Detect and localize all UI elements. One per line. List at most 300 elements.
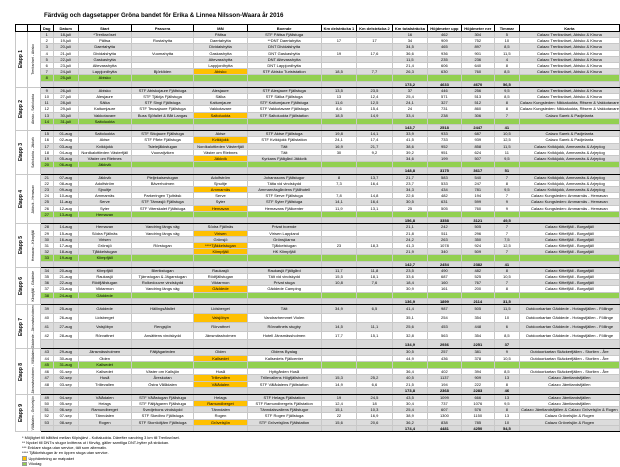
cell-hojd-ner: 1076 [461, 400, 494, 406]
cell-timmar: 8,5 [494, 94, 519, 100]
day-row [16, 304, 620, 313]
cell-km-total: 25,4 [392, 94, 427, 100]
cell-dag: 39 [40, 304, 53, 313]
cell-km-del1: 34,9 [321, 304, 357, 313]
cell-mal: Södra Fjällnäs [194, 224, 247, 230]
cell-timmar: 7 [494, 249, 519, 255]
cell-km-del2: 16,4 [357, 199, 393, 205]
cell-passera: STF Tjäktja Fjällstuga [131, 94, 194, 100]
cell-hojd-upp: 631 [428, 199, 461, 205]
cell-karta: Calazo Kungsleden: Ammarnäs - Hemavan [519, 199, 619, 205]
cell-dag: 51 [40, 407, 53, 413]
summary-timmar: 49,5 [494, 218, 519, 224]
cell-km-del2: 10,3 [357, 407, 393, 413]
cell-passera: STF Singi Fjällstuga [131, 100, 194, 106]
cell-hojd-ner: 505 [461, 304, 494, 313]
cell-hojd-upp: 199 [428, 156, 461, 162]
cell-datum: 27-juli [53, 94, 78, 100]
cell-hojd-ner: 304 [461, 32, 494, 38]
cell-datum: 26-aug [53, 313, 78, 322]
cell-hojd-ner: 247 [461, 180, 494, 186]
cell-km-del1: 16,9 [321, 143, 357, 149]
cell-boende: Gäddede Camping [247, 286, 321, 292]
cell-dag: 13 [40, 112, 53, 118]
cell-boende: Tält [247, 149, 321, 155]
cell-passera: Ansättens vindskydd [131, 331, 194, 340]
cell-km-del1: 15,6 [321, 419, 357, 425]
cell-timmar: 8 [494, 180, 519, 186]
cell-start: *Treriksröset [78, 32, 131, 38]
cell-hojd-upp: 263 [428, 236, 461, 242]
cell-boende: STF Helags Fjällstation [247, 394, 321, 400]
legend-matpaket-label: Upphämtning av matpaket [28, 455, 74, 461]
cell-km-del1: 11,9 [321, 205, 357, 211]
cell-hojd-upp: 254 [428, 313, 461, 322]
cell-boende: Rörvattnets stugby [247, 322, 321, 331]
cell-km-total: 26,3 [392, 69, 427, 75]
cell-karta: Calazo Kungsleden: Nikkaluokta, Ritsem & Vakkotavare [519, 100, 619, 106]
cell-timmar: 7,5 [494, 236, 519, 242]
cell-dag: 24 [40, 193, 53, 199]
cell-boende: DNT Gaskashytta [247, 50, 321, 56]
cell-dag: 22 [40, 180, 53, 186]
cell-timmar: 6 [494, 322, 519, 331]
cell-km-total: 34,5 [392, 44, 427, 50]
cell-start: Rogen [78, 419, 131, 425]
cell-dag: 50 [40, 400, 53, 406]
cell-dag: 44 [40, 355, 53, 361]
cell-boende: DNT Lappjordhytta [247, 63, 321, 69]
cell-passera: STF Viterskalet Fjällstuga [131, 205, 194, 211]
cell-hojd-upp: 687 [428, 273, 461, 279]
cell-dag: 23 [40, 187, 53, 193]
summary-timmar: 31,5 [494, 298, 519, 304]
etapp-route-label: Jänsmässholmen - Vålådalen [28, 349, 40, 394]
cell-dag: 30 [40, 236, 53, 242]
summary-empty-cell [519, 425, 619, 431]
cell-boende: Kallsedets Fjällcenter [247, 355, 321, 361]
cell-km-total: 36,4 [392, 368, 427, 374]
summary-km-total: 136,9 [392, 298, 427, 304]
cell-karta: Calazo Jämtlandsfjällen [519, 400, 619, 406]
cell-km-del1: 18,5 [321, 112, 357, 118]
column-header: Km delsträcka 1 [321, 25, 357, 32]
cell-datum: 03-sep [53, 381, 78, 387]
cell-mal: Kaitumjaure [194, 100, 247, 106]
cell-mal: Gäddede [194, 286, 247, 292]
cell-hojd-upp: 490 [428, 267, 461, 273]
cell-datum: 13-aug [53, 211, 78, 217]
cell-start: Väster om Riebnes [78, 156, 131, 162]
summary-empty-cell [40, 425, 53, 431]
cell-boende: Tälta vid vindskydd [247, 180, 321, 186]
cell-start: Gaskashytta [78, 56, 131, 62]
etapp-route-label: Jäkkvik - Hemavan [28, 174, 40, 224]
cell-km-total: 33,6 [392, 273, 427, 279]
cell-hojd-upp: 583 [428, 174, 461, 180]
cell-passera: STF Pårte Fjällstuga [131, 137, 194, 143]
cell-mal: Valsjöbyn [194, 313, 247, 322]
cell-passera: Vandring längs väg [131, 224, 194, 230]
cell-km-total: 21,5 [392, 381, 427, 387]
summary-empty-cell [131, 388, 194, 395]
etapp-summary-row [16, 388, 620, 395]
cell-start: Helags [78, 400, 131, 406]
summary-hojd-upp: 2454 [428, 261, 461, 267]
cell-hojd-upp: 511 [428, 230, 461, 236]
cell-km-del1: 15,3 [321, 375, 357, 381]
cell-km-del1: 18,5 [321, 69, 357, 75]
cell-km-del2: 14,9 [357, 112, 393, 118]
cell-dag: 32 [40, 249, 53, 255]
cell-datum: 25-aug [53, 304, 78, 313]
cell-hojd-upp: 987 [428, 304, 461, 313]
cell-hojd-upp: 606 [428, 63, 461, 69]
cell-km-del1: 13 [321, 94, 357, 100]
cell-mal: Ammarnäs [194, 187, 247, 193]
cell-start: Jäkkvik [78, 174, 131, 180]
cell-hojd-ner: 858 [461, 143, 494, 149]
cell-km-del2: 7,7 [357, 69, 393, 75]
cell-timmar: 9,5 [494, 400, 519, 406]
cell-boende: Tänndalsvallens Fjällstugor [247, 407, 321, 413]
cell-km-del2: 6,5 [357, 304, 393, 313]
cell-passera: Vuomahytta [131, 50, 194, 56]
cell-km-del1: 19 [321, 394, 357, 400]
cell-hojd-upp: 505 [428, 205, 461, 211]
cell-boende: STF Serve Fjällstuga [247, 193, 321, 199]
cell-boende: DNT Dividalshytta [247, 44, 321, 50]
cell-dag: 20 [40, 162, 53, 168]
cell-karta: Outdoorkartan Gäddede - Hotagsfjällen - Föllinge [519, 304, 619, 313]
cell-mal: Jänsmässholmen [194, 331, 247, 340]
summary-hojd-upp: 3358 [428, 218, 461, 224]
cell-dag: 12 [40, 106, 53, 112]
column-header: Passera [131, 25, 194, 32]
cell-km-total: 25,4 [392, 407, 427, 413]
cell-km-del1: 11,6 [321, 100, 357, 106]
header-row [16, 25, 620, 32]
summary-empty-cell [357, 340, 393, 349]
cell-boende: STF Rogen Fjällstuga [247, 413, 321, 419]
cell-boende: Kyrkans Fjällgård Jäkkvik [247, 156, 321, 162]
day-row [16, 322, 620, 331]
cell-km-total: 38,9 [392, 413, 427, 419]
cell-passera: Fältjägarleden [131, 349, 194, 355]
cell-dag: 7 [40, 69, 53, 75]
cell-start: Aktse [78, 137, 131, 143]
column-header: Timmar [494, 25, 519, 32]
cell-km-del1: 12,4 [321, 400, 357, 406]
cell-mal: Viktarmon [194, 280, 247, 286]
summary-empty-cell [78, 425, 131, 431]
cell-datum: 31-juli [53, 118, 78, 124]
summary-timmar: 41 [494, 261, 519, 267]
summary-hojd-ner: 3121 [461, 218, 494, 224]
cell-hojd-upp: 238 [428, 112, 461, 118]
cell-datum: 06-aug [53, 162, 78, 168]
orange-legend-swatch [22, 456, 27, 461]
cell-datum: 01-aug [53, 131, 78, 137]
cell-dag: 34 [40, 267, 53, 273]
green-legend-swatch [22, 462, 27, 467]
cell-km-del2: 18,3 [357, 242, 393, 248]
cell-karta: Calazo Jämtlandsfjällen [519, 381, 619, 387]
cell-hojd-upp: 571 [428, 94, 461, 100]
cell-km-del2: 18,1 [357, 273, 393, 279]
cell-karta: Calazo Kittelfjäll - Borgafjäll [519, 242, 619, 248]
cell-datum: 16-aug [53, 236, 78, 242]
cell-hojd-ner: 897 [461, 44, 494, 50]
cell-boende: Vandrarhemmet Violen [247, 313, 321, 322]
cell-datum: 22-juli [53, 56, 78, 62]
summary-empty-cell [194, 425, 247, 431]
cell-mal: Kallsedet [194, 355, 247, 361]
summary-km-total: 156,8 [392, 218, 427, 224]
cell-passera: STF Fältjägaren Fjällstuga [131, 400, 194, 406]
cell-start: Dividalshytta [78, 50, 131, 56]
summary-hojd-ner: 2447 [461, 125, 494, 131]
cell-hojd-upp: 482 [428, 193, 461, 199]
cell-dag: 43 [40, 349, 53, 355]
cell-hojd-ner: 760 [461, 69, 494, 75]
cell-start: Abisko [78, 75, 131, 81]
cell-km-del1: 7,8 [321, 193, 357, 199]
cell-mal: Helags [194, 394, 247, 400]
summary-empty-cell [78, 388, 131, 395]
cell-passera: Rörstugan [131, 242, 194, 248]
cell-km-total: 33,9 [392, 131, 427, 137]
summary-hojd-ner: 4670 [461, 81, 494, 87]
etapp-label: Etapp 1 [16, 32, 28, 88]
summary-hojd-ner: 4250 [461, 425, 494, 431]
cell-datum: 05-sep [53, 400, 78, 406]
cell-datum: 27-aug [53, 322, 78, 331]
cell-hojd-ner: 350 [461, 236, 494, 242]
day-row [16, 331, 620, 340]
summary-km-total: 148,8 [392, 168, 427, 174]
cell-hojd-ner: 640 [461, 63, 494, 69]
cell-timmar: 8,5 [494, 331, 519, 340]
cell-hojd-ner: 1150 [461, 413, 494, 419]
cell-km-del1: 14,5 [321, 322, 357, 331]
cell-hojd-upp: 327 [428, 100, 461, 106]
cell-passera: STF Abiskojaure Fjällstuga [131, 87, 194, 93]
cell-km-total: 11,5 [392, 56, 427, 62]
cell-start: Sälka [78, 100, 131, 106]
cell-datum: 21-juli [53, 50, 78, 56]
cell-km-total: 30,4 [392, 400, 427, 406]
cell-karta: Calazo Kvikkjokk, Ammarnäs & Arjeplog [519, 156, 619, 162]
summary-empty-cell [53, 388, 78, 395]
cell-karta: Outdoorkartan Skäckerfjällen - Storlien - Åre [519, 349, 619, 355]
cell-dag: 38 [40, 292, 53, 298]
column-header: Dag [40, 25, 53, 32]
cell-mal: Abisko [194, 69, 247, 75]
cell-karta: Calazo Treriksröset, Abisko & Kiruna [519, 94, 619, 100]
cell-datum: 21-aug [53, 273, 78, 279]
cell-km-del2: 17,6 [357, 50, 393, 56]
summary-empty-cell [40, 388, 53, 395]
cell-mal: Saltoluokta [194, 112, 247, 118]
cell-km-del1: 30 [321, 149, 357, 155]
cell-mal: Daertahytta [194, 38, 247, 44]
cell-hojd-upp: 936 [428, 50, 461, 56]
cell-passera: STF Vålåstugan Fjällstuga [131, 394, 194, 400]
cell-karta: Calazo Kvikkjokk, Ammarnäs & Arjeplog [519, 149, 619, 155]
cell-timmar: 8 [494, 100, 519, 106]
cell-km-total: 41,4 [392, 304, 427, 313]
cell-timmar: 10,5 [494, 355, 519, 361]
cell-boende: Privat boende [247, 224, 321, 230]
cell-km-del1: 8 [321, 174, 357, 180]
summary-empty-cell [194, 388, 247, 395]
cell-km-del2: 23,5 [357, 87, 393, 93]
cell-mal: Rogen [194, 413, 247, 419]
cell-dag: 18 [40, 149, 53, 155]
cell-mal: Grönsjö [194, 236, 247, 242]
cell-boende: STF Abisko Turiststation [247, 69, 321, 75]
cell-dag: 35 [40, 273, 53, 279]
cell-passera: Tsielejåkkstugan [131, 143, 194, 149]
cell-datum: 15-aug [53, 230, 78, 236]
cell-start: Hemavan [78, 211, 131, 217]
cell-timmar: 8,5 [494, 44, 519, 50]
cell-hojd-ner: 256 [461, 87, 494, 93]
cell-karta: Calazo Kittelfjäll - Borgafjäll [519, 280, 619, 286]
cell-karta: Calazo Grövelsjön & Rogen [519, 413, 619, 419]
summary-timmar: 56,5 [494, 81, 519, 87]
cell-datum: 04-aug [53, 149, 78, 155]
cell-km-total: 25 [392, 205, 427, 211]
cell-hojd-upp: 731 [428, 106, 461, 112]
cell-timmar: 9,5 [494, 187, 519, 193]
cell-datum: 12-aug [53, 205, 78, 211]
cell-hojd-upp: 533 [428, 180, 461, 186]
etapp-label: Etapp 5 [16, 224, 28, 267]
summary-hojd-upp: 2368 [428, 388, 461, 395]
cell-datum: 05-aug [53, 156, 78, 162]
cell-start: Vålådalen [78, 394, 131, 400]
cell-datum: 18-aug [53, 249, 78, 255]
cell-km-total: 25,6 [392, 322, 427, 331]
cell-mal: Nordkalottleden Västerfjäll [194, 143, 247, 149]
cell-karta: Calazo Kittelfjäll - Borgafjäll [519, 230, 619, 236]
cell-start: Rörvattnet [78, 331, 131, 340]
cell-km-total: 35,1 [392, 313, 427, 322]
cell-datum: 20-aug [53, 267, 78, 273]
column-header: Mål [194, 25, 247, 32]
cell-karta: Calazo Treriksröset, Abisko & Kiruna [519, 50, 619, 56]
cell-start: Virisen [78, 236, 131, 242]
cell-hojd-upp: 838 [428, 419, 461, 425]
cell-boende: **DNT Daertahytta [247, 38, 321, 44]
cell-km-total: 43,5 [392, 394, 427, 400]
cell-start: Gäddede [78, 304, 131, 313]
cell-km-total: 30,9 [392, 286, 427, 292]
cell-timmar: 8 [494, 106, 519, 112]
cell-km-total: 21,4 [392, 63, 427, 69]
cell-karta: Calazo Kvikkjokk, Ammarnäs & Arjeplog [519, 174, 619, 180]
cell-km-total: 38,6 [392, 143, 427, 149]
summary-empty-cell [194, 340, 247, 349]
cell-dag: 36 [40, 280, 53, 286]
cell-datum: 06-sep [53, 407, 78, 413]
cell-km-total: 23,5 [392, 267, 427, 273]
cell-passera: STF Skedbro Fjällstuga [131, 413, 194, 419]
cell-mal: Serve [194, 193, 247, 199]
cell-mal: Tänndalen [194, 407, 247, 413]
etapp-route-label: Hemavan - Klimpfjäll [28, 224, 40, 267]
cell-start: Valsjöbyn [78, 322, 131, 331]
summary-hojd-upp: 2518 [428, 125, 461, 131]
cell-hojd-upp: 402 [428, 368, 461, 374]
cell-mal: Grövelsjön [194, 419, 247, 425]
cell-timmar: 13 [494, 375, 519, 381]
cell-timmar: 11,5 [494, 50, 519, 56]
etapp-route-label: Klimpfjäll - Gäddede [28, 267, 40, 304]
cell-start: Klimpfjäll [78, 255, 131, 261]
cell-dag: 19 [40, 156, 53, 162]
cell-mal: Olden [194, 349, 247, 355]
cell-km-del2 [357, 313, 393, 322]
summary-hojd-ner: 2283 [461, 388, 494, 395]
cell-boende: STF Saltoluokta Fjällstation [247, 112, 321, 118]
cell-hojd-upp: 1137 [428, 375, 461, 381]
cell-karta: Outdoorkartan Gäddede - Hotagsfjällen - Föllinge [519, 322, 619, 331]
cell-timmar: 8,5 [494, 69, 519, 75]
cell-timmar: 10 [494, 38, 519, 44]
cell-karta: Calazo Sarek & Padjelanta [519, 137, 619, 143]
etapp-header-spacer [16, 25, 28, 32]
cell-hojd-ner: 306 [461, 112, 494, 118]
cell-km-del2: 21,7 [357, 143, 393, 149]
cell-passera: STF Storrödtjärn Fjällstuga [131, 419, 194, 425]
cell-boende: Tjåkkelstugan [247, 242, 321, 248]
cell-hojd-ner: 924 [461, 242, 494, 248]
cell-hojd-upp: 242 [428, 224, 461, 230]
cell-hojd-ner: 939 [461, 137, 494, 143]
cell-passera: Björkliden [131, 69, 194, 75]
cell-karta: Calazo Kvikkjokk, Ammarnäs & Arjeplog [519, 187, 619, 193]
cell-hojd-ner: 394 [461, 368, 494, 374]
page-title: Färdväg och dagsetapper Gröna bandet för Erika & Linnea Nilsson-Waara år 2016 [44, 12, 284, 19]
etapp-summary-row [16, 425, 620, 431]
cell-karta: Calazo Kittelfjäll - Borgafjäll [519, 267, 619, 273]
cell-start: Syter [78, 205, 131, 211]
cell-hojd-upp: 1300 [428, 413, 461, 419]
cell-timmar: 10 [494, 313, 519, 322]
cell-datum: 10-aug [53, 193, 78, 199]
cell-hojd-upp: 630 [428, 69, 461, 75]
cell-km-del2: 11,1 [357, 322, 393, 331]
cell-start: Tänndalen [78, 413, 131, 419]
cell-km-del1: 19 [321, 50, 357, 56]
cell-mal: Gaskashytta [194, 50, 247, 56]
cell-karta: Calazo Treriksröset, Abisko & Kiruna [519, 87, 619, 93]
cell-km-del1: 13,5 [321, 87, 357, 93]
cell-timmar: 7 [494, 230, 519, 236]
cell-dag: 26 [40, 205, 53, 211]
cell-start: Grönsjö [78, 242, 131, 248]
footnote-3: *** Enklare stuga utan service, tält som alternativ. [22, 444, 107, 450]
column-header: Km delsträcka 2 [357, 25, 393, 32]
cell-mal: Lappjordhytta [194, 63, 247, 69]
cell-start: Klimpfjäll [78, 267, 131, 273]
cell-passera: Svedjebons vindskydd [131, 407, 194, 413]
cell-dag: 27 [40, 211, 53, 217]
summary-km-total: 143,7 [392, 125, 427, 131]
